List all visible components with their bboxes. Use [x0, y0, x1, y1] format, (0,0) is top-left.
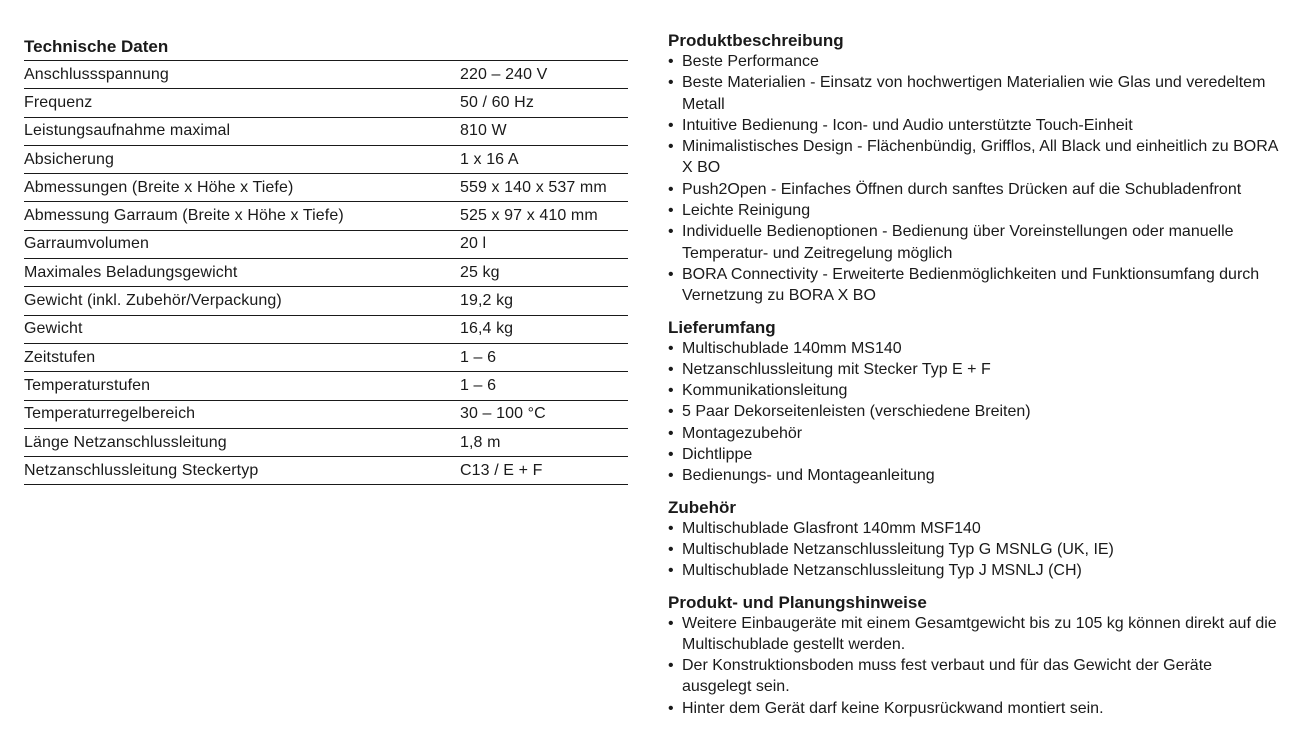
technical-data-table — [24, 61, 628, 485]
spec-value: 19,2 kg — [460, 287, 628, 315]
spec-label: Netzanschlussleitung Steckertyp — [24, 457, 460, 485]
table-row — [24, 400, 628, 428]
table-row — [24, 145, 628, 173]
list-item: • Multischublade Netzanschlussleitung Typ J MSNLJ (CH) — [668, 560, 1278, 581]
planning-notes-list — [668, 613, 1278, 719]
list-item: • Multischublade 140mm MS140 — [668, 338, 1278, 359]
spec-label: Temperaturregelbereich — [24, 400, 460, 428]
spec-value: 25 kg — [460, 259, 628, 287]
list-item: • Multischublade Netzanschlussleitung Typ G MSNLG (UK, IE) — [668, 539, 1278, 560]
technical-data-section — [24, 36, 628, 485]
list-item: • 5 Paar Dekorseitenleisten (verschiedene Breiten) — [668, 401, 1278, 422]
technical-data-title: Technische Daten — [24, 36, 628, 61]
list-item: • Hinter dem Gerät darf keine Korpusrückwand montiert sein. — [668, 698, 1278, 719]
spec-label: Maximales Beladungsgewicht — [24, 259, 460, 287]
spec-label: Anschlussspannung — [24, 61, 460, 89]
spec-label: Zeitstufen — [24, 343, 460, 371]
table-row — [24, 202, 628, 230]
list-item: • Intuitive Bedienung - Icon- und Audio unterstützte Touch-Einheit — [668, 115, 1278, 136]
table-row — [24, 230, 628, 258]
product-info-column — [668, 30, 1278, 729]
spec-value: 559 x 140 x 537 mm — [460, 174, 628, 202]
table-row — [24, 343, 628, 371]
spec-label: Gewicht (inkl. Zubehör/Verpackung) — [24, 287, 460, 315]
list-item: • Minimalistisches Design - Flächenbündig, Grifflos, All Black und einheitlich zu BORA X BO — [668, 136, 1278, 179]
spec-value: 20 l — [460, 230, 628, 258]
table-row — [24, 457, 628, 485]
accessories-list — [668, 518, 1278, 582]
scope-of-delivery-title: Lieferumfang — [668, 317, 776, 337]
list-item: • Weitere Einbaugeräte mit einem Gesamtgewicht bis zu 105 kg können direkt auf die Multischublade gestellt werden. — [668, 613, 1278, 656]
spec-value: 1 – 6 — [460, 343, 628, 371]
table-row — [24, 117, 628, 145]
table-row — [24, 428, 628, 456]
spec-value: 50 / 60 Hz — [460, 89, 628, 117]
product-description-list — [668, 51, 1278, 307]
product-description-section — [668, 30, 1278, 307]
spec-label: Abmessung Garraum (Breite x Höhe x Tiefe) — [24, 202, 460, 230]
spec-value: 1 x 16 A — [460, 145, 628, 173]
planning-notes-title: Produkt- und Planungshinweise — [668, 592, 927, 612]
spec-label: Gewicht — [24, 315, 460, 343]
list-item: • Dichtlippe — [668, 444, 1278, 465]
table-row — [24, 61, 628, 89]
list-item: • Montagezubehör — [668, 423, 1278, 444]
product-description-title: Produktbeschreibung — [668, 31, 844, 50]
spec-label: Länge Netzanschlussleitung — [24, 428, 460, 456]
list-item: • Netzanschlussleitung mit Stecker Typ E + F — [668, 359, 1278, 380]
list-item: • Beste Performance — [668, 51, 1278, 72]
spec-label: Absicherung — [24, 145, 460, 173]
spec-value: 1 – 6 — [460, 372, 628, 400]
list-item: • Kommunikationsleitung — [668, 380, 1278, 401]
spec-value: 30 – 100 °C — [460, 400, 628, 428]
spec-value: 16,4 kg — [460, 315, 628, 343]
spec-value: 1,8 m — [460, 428, 628, 456]
table-row — [24, 372, 628, 400]
accessories-section — [668, 497, 1278, 582]
accessories-title: Zubehör — [668, 497, 736, 517]
list-item: • Leichte Reinigung — [668, 200, 1278, 221]
list-item: • Beste Materialien - Einsatz von hochwertigen Materialien wie Glas und veredeltem Metall — [668, 72, 1278, 115]
list-item: • Push2Open - Einfaches Öffnen durch sanftes Drücken auf die Schubladenfront — [668, 179, 1278, 200]
table-row — [24, 174, 628, 202]
list-item: • Der Konstruktionsboden muss fest verbaut und für das Gewicht der Geräte ausgelegt sein. — [668, 655, 1278, 698]
scope-of-delivery-section — [668, 317, 1278, 487]
list-item: • BORA Connectivity - Erweiterte Bedienmöglichkeiten und Funktionsumfang durch Vernetzung zu BORA X BO — [668, 264, 1278, 307]
spec-label: Garraumvolumen — [24, 230, 460, 258]
spec-value: 525 x 97 x 410 mm — [460, 202, 628, 230]
spec-label: Abmessungen (Breite x Höhe x Tiefe) — [24, 174, 460, 202]
spec-label: Leistungsaufnahme maximal — [24, 117, 460, 145]
list-item: • Bedienungs- und Montageanleitung — [668, 465, 1278, 486]
table-row — [24, 287, 628, 315]
planning-notes-section — [668, 592, 1278, 719]
list-item: • Individuelle Bedienoptionen - Bedienung über Voreinstellungen oder manuelle Temperatur- und Zeitregelung möglich — [668, 221, 1278, 264]
table-row — [24, 259, 628, 287]
list-item: • Multischublade Glasfront 140mm MSF140 — [668, 518, 1278, 539]
table-row — [24, 315, 628, 343]
scope-of-delivery-list — [668, 338, 1278, 487]
spec-label: Frequenz — [24, 89, 460, 117]
spec-value: C13 / E + F — [460, 457, 628, 485]
spec-label: Temperaturstufen — [24, 372, 460, 400]
spec-value: 810 W — [460, 117, 628, 145]
table-row — [24, 89, 628, 117]
spec-value: 220 – 240 V — [460, 61, 628, 89]
